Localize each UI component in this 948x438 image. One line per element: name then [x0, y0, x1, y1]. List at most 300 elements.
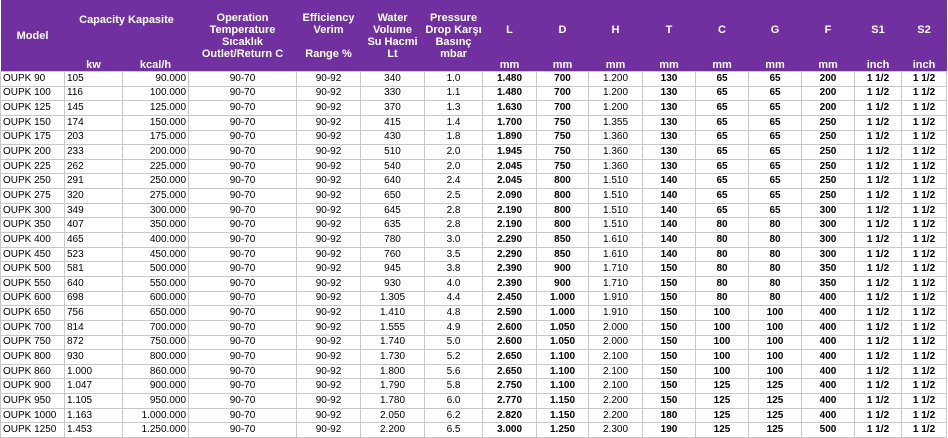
cell-pressure-drop: 5.6 [425, 364, 483, 379]
cell-dim-t: 140 [643, 174, 696, 189]
cell-pressure-drop: 3.0 [425, 233, 483, 248]
cell-dim-d: 1.050 [537, 320, 589, 335]
cell-dim-h: 2.300 [589, 423, 643, 438]
cell-dim-c: 65 [696, 159, 749, 174]
cell-model: OUPK 275 [1, 189, 65, 204]
cell-dim-l: 2.650 [483, 350, 537, 365]
cell-capacity-kw: 872 [65, 335, 123, 350]
cell-dim-d: 1.150 [537, 408, 589, 423]
cell-dim-t: 130 [643, 115, 696, 130]
cell-dim-c: 65 [696, 72, 749, 87]
cell-dim-t: 130 [643, 101, 696, 116]
cell-operation-temp: 90-70 [189, 101, 297, 116]
cell-dim-d: 700 [537, 86, 589, 101]
cell-dim-l: 1.890 [483, 130, 537, 145]
cell-dim-f: 400 [802, 335, 855, 350]
cell-dim-f: 400 [802, 350, 855, 365]
cell-dim-f: 250 [802, 130, 855, 145]
cell-dim-d: 800 [537, 218, 589, 233]
cell-model: OUPK 300 [1, 203, 65, 218]
cell-model: OUPK 600 [1, 291, 65, 306]
cell-dim-l: 1.480 [483, 72, 537, 87]
cell-dim-l: 2.450 [483, 291, 537, 306]
cell-model: OUPK 550 [1, 276, 65, 291]
cell-dim-c: 100 [696, 306, 749, 321]
cell-dim-g: 80 [749, 276, 802, 291]
table-row [1, 276, 947, 291]
cell-water-volume: 760 [361, 247, 425, 262]
cell-capacity-kcal: 125.000 [123, 101, 189, 116]
cell-dim-g: 100 [749, 335, 802, 350]
cell-dim-g: 125 [749, 423, 802, 438]
cell-water-volume: 370 [361, 101, 425, 116]
cell-pressure-drop: 2.8 [425, 203, 483, 218]
cell-capacity-kcal: 650.000 [123, 306, 189, 321]
cell-efficiency: 90-92 [297, 276, 361, 291]
cell-size-s1: 1 1/2 [855, 276, 902, 291]
cell-size-s1: 1 1/2 [855, 262, 902, 277]
cell-capacity-kw: 1.105 [65, 394, 123, 409]
unit-s2-inch: inch [902, 59, 947, 72]
cell-dim-c: 80 [696, 291, 749, 306]
cell-dim-c: 80 [696, 218, 749, 233]
cell-water-volume: 635 [361, 218, 425, 233]
cell-dim-l: 1.480 [483, 86, 537, 101]
cell-size-s1: 1 1/2 [855, 291, 902, 306]
cell-water-volume: 780 [361, 233, 425, 248]
cell-model: OUPK 800 [1, 350, 65, 365]
cell-dim-c: 100 [696, 335, 749, 350]
cell-dim-g: 80 [749, 262, 802, 277]
cell-model: OUPK 900 [1, 379, 65, 394]
cell-dim-c: 80 [696, 247, 749, 262]
cell-dim-g: 100 [749, 320, 802, 335]
cell-size-s2: 1 1/2 [902, 291, 947, 306]
cell-size-s2: 1 1/2 [902, 115, 947, 130]
header-d: D [537, 0, 589, 59]
cell-dim-g: 80 [749, 233, 802, 248]
table-row [1, 72, 947, 87]
cell-dim-f: 200 [802, 86, 855, 101]
cell-water-volume: 430 [361, 130, 425, 145]
cell-operation-temp: 90-70 [189, 115, 297, 130]
cell-pressure-drop: 4.8 [425, 306, 483, 321]
table-header [1, 0, 947, 72]
cell-dim-c: 65 [696, 189, 749, 204]
cell-dim-g: 125 [749, 394, 802, 409]
table-row [1, 350, 947, 365]
cell-capacity-kcal: 550.000 [123, 276, 189, 291]
cell-water-volume: 2.050 [361, 408, 425, 423]
cell-dim-t: 130 [643, 72, 696, 87]
cell-dim-h: 1.355 [589, 115, 643, 130]
cell-dim-d: 1.250 [537, 423, 589, 438]
cell-operation-temp: 90-70 [189, 276, 297, 291]
cell-size-s2: 1 1/2 [902, 72, 947, 87]
cell-dim-d: 900 [537, 262, 589, 277]
cell-capacity-kw: 930 [65, 350, 123, 365]
table-row [1, 145, 947, 160]
cell-dim-h: 2.000 [589, 335, 643, 350]
unit-kcal: kcal/h [123, 59, 189, 72]
cell-dim-c: 65 [696, 174, 749, 189]
cell-size-s1: 1 1/2 [855, 174, 902, 189]
cell-dim-g: 65 [749, 115, 802, 130]
cell-dim-g: 65 [749, 189, 802, 204]
cell-capacity-kcal: 950.000 [123, 394, 189, 409]
cell-dim-t: 140 [643, 247, 696, 262]
cell-capacity-kw: 1.163 [65, 408, 123, 423]
cell-dim-f: 500 [802, 423, 855, 438]
cell-dim-h: 1.910 [589, 291, 643, 306]
cell-dim-h: 1.710 [589, 262, 643, 277]
cell-dim-h: 1.360 [589, 130, 643, 145]
cell-size-s1: 1 1/2 [855, 423, 902, 438]
cell-water-volume: 510 [361, 145, 425, 160]
cell-capacity-kcal: 750.000 [123, 335, 189, 350]
unit-d-mm: mm [537, 59, 589, 72]
cell-size-s2: 1 1/2 [902, 379, 947, 394]
cell-dim-h: 2.100 [589, 379, 643, 394]
cell-dim-t: 150 [643, 291, 696, 306]
cell-pressure-drop: 6.0 [425, 394, 483, 409]
cell-water-volume: 645 [361, 203, 425, 218]
cell-dim-c: 125 [696, 423, 749, 438]
cell-water-volume: 415 [361, 115, 425, 130]
cell-dim-g: 125 [749, 379, 802, 394]
cell-dim-h: 1.910 [589, 306, 643, 321]
cell-dim-g: 100 [749, 306, 802, 321]
cell-dim-t: 140 [643, 233, 696, 248]
cell-capacity-kw: 291 [65, 174, 123, 189]
cell-water-volume: 930 [361, 276, 425, 291]
cell-model: OUPK 1250 [1, 423, 65, 438]
table-row [1, 291, 947, 306]
table-row [1, 423, 947, 438]
cell-dim-l: 2.045 [483, 174, 537, 189]
unit-t-mm: mm [643, 59, 696, 72]
cell-dim-f: 300 [802, 203, 855, 218]
cell-water-volume: 1.800 [361, 364, 425, 379]
table-row [1, 364, 947, 379]
cell-efficiency: 90-92 [297, 394, 361, 409]
cell-model: OUPK 175 [1, 130, 65, 145]
cell-size-s1: 1 1/2 [855, 218, 902, 233]
cell-operation-temp: 90-70 [189, 189, 297, 204]
cell-dim-c: 65 [696, 203, 749, 218]
cell-water-volume: 1.730 [361, 350, 425, 365]
cell-capacity-kw: 814 [65, 320, 123, 335]
cell-model: OUPK 860 [1, 364, 65, 379]
cell-dim-f: 400 [802, 379, 855, 394]
cell-operation-temp: 90-70 [189, 379, 297, 394]
cell-size-s2: 1 1/2 [902, 203, 947, 218]
unit-s1-inch: inch [855, 59, 902, 72]
cell-size-s2: 1 1/2 [902, 306, 947, 321]
cell-dim-f: 400 [802, 394, 855, 409]
cell-pressure-drop: 3.5 [425, 247, 483, 262]
cell-capacity-kw: 1.453 [65, 423, 123, 438]
cell-efficiency: 90-92 [297, 335, 361, 350]
cell-dim-d: 750 [537, 159, 589, 174]
cell-dim-t: 150 [643, 276, 696, 291]
cell-dim-h: 2.200 [589, 394, 643, 409]
cell-capacity-kcal: 1.000.000 [123, 408, 189, 423]
cell-size-s1: 1 1/2 [855, 86, 902, 101]
table-row [1, 115, 947, 130]
cell-dim-f: 250 [802, 145, 855, 160]
cell-dim-g: 65 [749, 101, 802, 116]
cell-capacity-kw: 174 [65, 115, 123, 130]
cell-pressure-drop: 1.3 [425, 101, 483, 116]
header-h: H [589, 0, 643, 59]
cell-efficiency: 90-92 [297, 350, 361, 365]
cell-model: OUPK 650 [1, 306, 65, 321]
cell-dim-t: 140 [643, 203, 696, 218]
header-g: G [749, 0, 802, 59]
cell-dim-g: 65 [749, 145, 802, 160]
cell-dim-d: 750 [537, 115, 589, 130]
cell-operation-temp: 90-70 [189, 130, 297, 145]
cell-dim-t: 140 [643, 218, 696, 233]
cell-dim-h: 1.510 [589, 218, 643, 233]
cell-dim-d: 800 [537, 189, 589, 204]
table-row [1, 335, 947, 350]
cell-dim-f: 400 [802, 364, 855, 379]
cell-capacity-kcal: 600.000 [123, 291, 189, 306]
cell-dim-l: 2.090 [483, 189, 537, 204]
cell-dim-t: 130 [643, 159, 696, 174]
cell-capacity-kw: 640 [65, 276, 123, 291]
cell-pressure-drop: 3.8 [425, 262, 483, 277]
table-row [1, 379, 947, 394]
cell-size-s1: 1 1/2 [855, 203, 902, 218]
cell-efficiency: 90-92 [297, 203, 361, 218]
table-row [1, 247, 947, 262]
header-operation: Operation Temperature Sıcaklık Outlet/Return C [189, 0, 297, 72]
cell-dim-f: 250 [802, 174, 855, 189]
cell-dim-t: 150 [643, 262, 696, 277]
cell-dim-d: 750 [537, 130, 589, 145]
cell-capacity-kw: 698 [65, 291, 123, 306]
cell-size-s2: 1 1/2 [902, 233, 947, 248]
cell-dim-d: 1.000 [537, 306, 589, 321]
cell-model: OUPK 750 [1, 335, 65, 350]
cell-size-s2: 1 1/2 [902, 394, 947, 409]
cell-operation-temp: 90-70 [189, 174, 297, 189]
cell-dim-h: 1.510 [589, 189, 643, 204]
cell-capacity-kw: 320 [65, 189, 123, 204]
cell-model: OUPK 150 [1, 115, 65, 130]
cell-dim-f: 250 [802, 115, 855, 130]
cell-dim-l: 2.290 [483, 233, 537, 248]
cell-capacity-kcal: 250.000 [123, 174, 189, 189]
cell-water-volume: 1.555 [361, 320, 425, 335]
cell-dim-l: 2.750 [483, 379, 537, 394]
unit-f-mm: mm [802, 59, 855, 72]
cell-dim-g: 80 [749, 247, 802, 262]
cell-dim-h: 1.200 [589, 86, 643, 101]
cell-dim-t: 150 [643, 350, 696, 365]
cell-dim-h: 2.000 [589, 320, 643, 335]
cell-capacity-kcal: 300.000 [123, 203, 189, 218]
cell-water-volume: 1.780 [361, 394, 425, 409]
cell-size-s1: 1 1/2 [855, 350, 902, 365]
cell-size-s1: 1 1/2 [855, 72, 902, 87]
cell-dim-d: 750 [537, 145, 589, 160]
cell-dim-c: 100 [696, 320, 749, 335]
cell-size-s1: 1 1/2 [855, 189, 902, 204]
table-row [1, 203, 947, 218]
cell-capacity-kcal: 225.000 [123, 159, 189, 174]
header-capacity: Capacity Kapasite [65, 0, 189, 59]
cell-model: OUPK 950 [1, 394, 65, 409]
unit-h-mm: mm [589, 59, 643, 72]
cell-pressure-drop: 5.8 [425, 379, 483, 394]
cell-operation-temp: 90-70 [189, 320, 297, 335]
cell-dim-f: 400 [802, 320, 855, 335]
cell-size-s2: 1 1/2 [902, 159, 947, 174]
cell-pressure-drop: 1.8 [425, 130, 483, 145]
cell-efficiency: 90-92 [297, 115, 361, 130]
cell-dim-h: 1.510 [589, 203, 643, 218]
cell-dim-c: 80 [696, 233, 749, 248]
cell-dim-t: 150 [643, 335, 696, 350]
cell-dim-c: 125 [696, 408, 749, 423]
cell-size-s1: 1 1/2 [855, 130, 902, 145]
unit-kw: kw [65, 59, 123, 72]
cell-water-volume: 540 [361, 159, 425, 174]
cell-dim-h: 1.200 [589, 101, 643, 116]
cell-water-volume: 1.305 [361, 291, 425, 306]
header-s2: S2 [902, 0, 947, 59]
cell-dim-g: 65 [749, 203, 802, 218]
cell-dim-f: 300 [802, 218, 855, 233]
cell-dim-l: 2.190 [483, 203, 537, 218]
table-row [1, 233, 947, 248]
table-row [1, 408, 947, 423]
cell-pressure-drop: 4.9 [425, 320, 483, 335]
cell-capacity-kw: 523 [65, 247, 123, 262]
cell-capacity-kw: 116 [65, 86, 123, 101]
cell-size-s1: 1 1/2 [855, 408, 902, 423]
table-row [1, 130, 947, 145]
cell-size-s2: 1 1/2 [902, 364, 947, 379]
cell-dim-g: 65 [749, 72, 802, 87]
header-pressure: Pressure Drop Karşı Basınç mbar [425, 0, 483, 72]
cell-dim-l: 2.650 [483, 364, 537, 379]
cell-model: OUPK 350 [1, 218, 65, 233]
cell-dim-c: 80 [696, 276, 749, 291]
cell-operation-temp: 90-70 [189, 218, 297, 233]
cell-dim-c: 100 [696, 364, 749, 379]
cell-capacity-kcal: 350.000 [123, 218, 189, 233]
cell-capacity-kcal: 700.000 [123, 320, 189, 335]
cell-capacity-kw: 581 [65, 262, 123, 277]
cell-efficiency: 90-92 [297, 364, 361, 379]
cell-size-s2: 1 1/2 [902, 130, 947, 145]
cell-efficiency: 90-92 [297, 189, 361, 204]
cell-water-volume: 330 [361, 86, 425, 101]
cell-pressure-drop: 4.0 [425, 276, 483, 291]
cell-dim-f: 200 [802, 101, 855, 116]
cell-efficiency: 90-92 [297, 379, 361, 394]
cell-dim-l: 3.000 [483, 423, 537, 438]
cell-dim-d: 1.100 [537, 350, 589, 365]
cell-dim-d: 850 [537, 247, 589, 262]
table-row [1, 86, 947, 101]
cell-water-volume: 1.410 [361, 306, 425, 321]
cell-pressure-drop: 2.0 [425, 145, 483, 160]
cell-efficiency: 90-92 [297, 423, 361, 438]
unit-c-mm: mm [696, 59, 749, 72]
cell-dim-t: 150 [643, 379, 696, 394]
table-row [1, 174, 947, 189]
header-model: Model [1, 0, 65, 72]
table-row [1, 101, 947, 116]
cell-efficiency: 90-92 [297, 159, 361, 174]
cell-operation-temp: 90-70 [189, 306, 297, 321]
cell-dim-h: 1.610 [589, 233, 643, 248]
cell-operation-temp: 90-70 [189, 145, 297, 160]
cell-operation-temp: 90-70 [189, 350, 297, 365]
cell-pressure-drop: 1.0 [425, 72, 483, 87]
table-row [1, 262, 947, 277]
cell-dim-h: 1.200 [589, 72, 643, 87]
cell-operation-temp: 90-70 [189, 394, 297, 409]
cell-size-s2: 1 1/2 [902, 218, 947, 233]
cell-size-s2: 1 1/2 [902, 423, 947, 438]
cell-operation-temp: 90-70 [189, 247, 297, 262]
cell-dim-f: 300 [802, 233, 855, 248]
cell-dim-t: 190 [643, 423, 696, 438]
cell-capacity-kcal: 400.000 [123, 233, 189, 248]
cell-dim-h: 2.200 [589, 408, 643, 423]
cell-dim-f: 350 [802, 276, 855, 291]
cell-dim-g: 65 [749, 86, 802, 101]
cell-efficiency: 90-92 [297, 145, 361, 160]
cell-dim-t: 130 [643, 86, 696, 101]
cell-capacity-kcal: 275.000 [123, 189, 189, 204]
cell-dim-l: 2.600 [483, 335, 537, 350]
cell-model: OUPK 700 [1, 320, 65, 335]
cell-operation-temp: 90-70 [189, 159, 297, 174]
cell-dim-f: 250 [802, 189, 855, 204]
cell-capacity-kw: 407 [65, 218, 123, 233]
cell-dim-l: 1.630 [483, 101, 537, 116]
cell-dim-l: 2.600 [483, 320, 537, 335]
cell-dim-t: 150 [643, 364, 696, 379]
cell-capacity-kcal: 800.000 [123, 350, 189, 365]
cell-pressure-drop: 1.1 [425, 86, 483, 101]
cell-efficiency: 90-92 [297, 262, 361, 277]
cell-operation-temp: 90-70 [189, 364, 297, 379]
cell-size-s2: 1 1/2 [902, 320, 947, 335]
cell-dim-l: 2.390 [483, 262, 537, 277]
cell-dim-l: 2.590 [483, 306, 537, 321]
cell-dim-f: 350 [802, 262, 855, 277]
header-f: F [802, 0, 855, 59]
cell-size-s2: 1 1/2 [902, 86, 947, 101]
cell-dim-h: 1.710 [589, 276, 643, 291]
header-l: L [483, 0, 537, 59]
cell-size-s2: 1 1/2 [902, 145, 947, 160]
cell-capacity-kcal: 200.000 [123, 145, 189, 160]
cell-dim-g: 65 [749, 159, 802, 174]
cell-size-s2: 1 1/2 [902, 189, 947, 204]
cell-efficiency: 90-92 [297, 174, 361, 189]
cell-capacity-kcal: 860.000 [123, 364, 189, 379]
